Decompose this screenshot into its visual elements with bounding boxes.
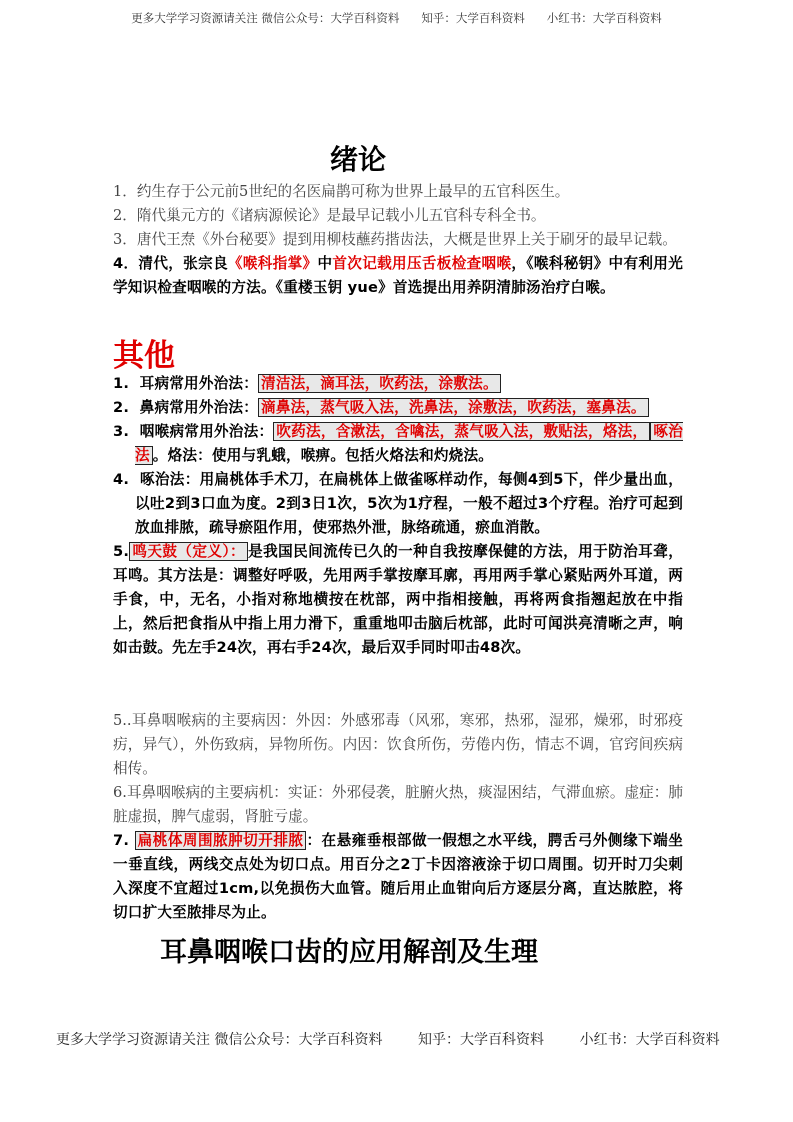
text: 啄治法：用扁桃体手术刀，在扁桃体上做雀啄样动作，每侧4到5下，伴少量出血，以吐2到3口血为度。2到3日1次，5次为1疗程，一般不超过3个疗程。治疗可起到放血排脓，疏导瘀阻作用，使邪热外泄，脉络疏通，瘀血消散。 (135, 471, 684, 536)
intro-item-1: 1．约生存于公元前5世纪的名医扁鹊可称为世界上最早的五官科医生。 (113, 183, 570, 200)
other-item-2 (113, 396, 683, 420)
label: 咽喉病常用外治法： (139, 423, 274, 440)
intro-item-2: 2．隋代巢元方的《诸病源候论》是最早记载小儿五官科专科全书。 (113, 207, 546, 224)
label: 鼻病常用外治法： (139, 399, 259, 416)
section-title-other: 其他 (113, 338, 175, 374)
num: 2. (113, 399, 130, 416)
text: 是我国民间流传已久的一种自我按摩保健的方法，用于防治耳聋，耳鸣。其方法是：调整好呼吸，先用两手掌按摩耳廓，再用两手掌心紧贴两外耳道，两手食，中，无名，小指对称地横按在枕部，两中指相接触，再将两食指翘起放在中指上，然后把食指从中指上用力滑下，重重地叩击脑后枕部，此时可闻洪亮清晰之声，响如击鼓。先左手24次，再右手24次，最后双手同时叩击48次。 (113, 543, 683, 656)
highlight-box: 吹药法，含漱法，含噙法，蒸气吸入法，敷贴法，烙法， (273, 422, 650, 441)
text: ：在悬雍垂根部做一假想之水平线，腭舌弓外侧缘下端坐一垂直线，两线交点处为切口点。用百分之2丁卡因溶液涂于切口周围。切开时刀尖刺入深度不宜超过1cm,以免损伤大血管。随后用止血钳向后方逐层分离，直达脓腔，将切口扩大至脓排尽为止。 (113, 832, 683, 921)
text: 中 (317, 255, 333, 272)
note-abscess (113, 829, 683, 925)
highlight-box: 扁桃体周围脓肿切开排脓 (135, 831, 307, 850)
highlight-box: 滴鼻法，蒸气吸入法，洗鼻法，涂敷法，吹药法，塞鼻法。 (258, 398, 649, 417)
note-causes: 5..耳鼻咽喉病的主要病因：外因：外感邪毒（风邪，寒邪，热邪，湿邪，燥邪，时邪疫疠，异气），外伤致病，异物所伤。内因：饮食所伤，劳倦内伤，情志不调，官窍间疾病相传。 (113, 712, 683, 777)
intro-item-4 (113, 252, 683, 300)
text: 4．清代，张宗良 (113, 255, 228, 272)
section-title-intro: 绪论 (330, 143, 387, 176)
num: 3. (113, 423, 130, 440)
intro-item-3: 3．唐代王焘《外台秘要》提到用柳枝蘸药揩齿法，大概是世界上关于刷牙的最早记载。 (113, 231, 677, 248)
other-item-1 (113, 372, 683, 396)
intro-list (113, 180, 683, 300)
highlight-fact: 首次记载用压舌板检查咽喉 (332, 255, 512, 272)
num: 5. (113, 543, 130, 560)
other-item-3 (113, 420, 683, 468)
highlight-box: 鸣天鼓（定义）： (129, 542, 248, 561)
section-title-anatomy: 耳鼻咽喉口齿的应用解剖及生理 (160, 937, 538, 968)
other-item-4 (113, 468, 683, 540)
other-list (113, 372, 683, 660)
num: 4. (113, 471, 130, 488)
text: ，《喉科秘钥》中有利用光学知识检查咽喉的方法。《重楼玉钥 yue》首选提出用养阴清肺汤治疗白喉。 (113, 255, 683, 296)
num: 1. (113, 375, 130, 392)
note-pathogenesis: 6.耳鼻咽喉病的主要病机：实证：外邪侵袭，脏腑火热，痰湿困结，气滞血瘀。虚症：肺脏虚损，脾气虚弱，肾脏亏虚。 (113, 784, 683, 825)
highlight-box: 啄治法 (135, 423, 683, 464)
highlight-box: 清洁法，滴耳法，吹药法，涂敷法。 (258, 374, 501, 393)
highlight-book: 《喉科指掌》 (227, 255, 318, 272)
num: 7. (113, 832, 135, 849)
text: 。烙法：使用与乳蛾，喉痹。包括火烙法和灼烧法。 (152, 447, 494, 464)
other-notes (113, 709, 683, 925)
other-item-5 (113, 540, 683, 660)
label: 耳病常用外治法： (139, 375, 259, 392)
page-header: 更多大学学习资源请关注 微信公众号：大学百科资料 知乎：大学百科资料 小红书：大学百科资料 (131, 11, 662, 25)
page-footer: 更多大学学习资源请关注 微信公众号：大学百科资料 知乎：大学百科资料 小红书：大学百科资料 (56, 1032, 720, 1048)
